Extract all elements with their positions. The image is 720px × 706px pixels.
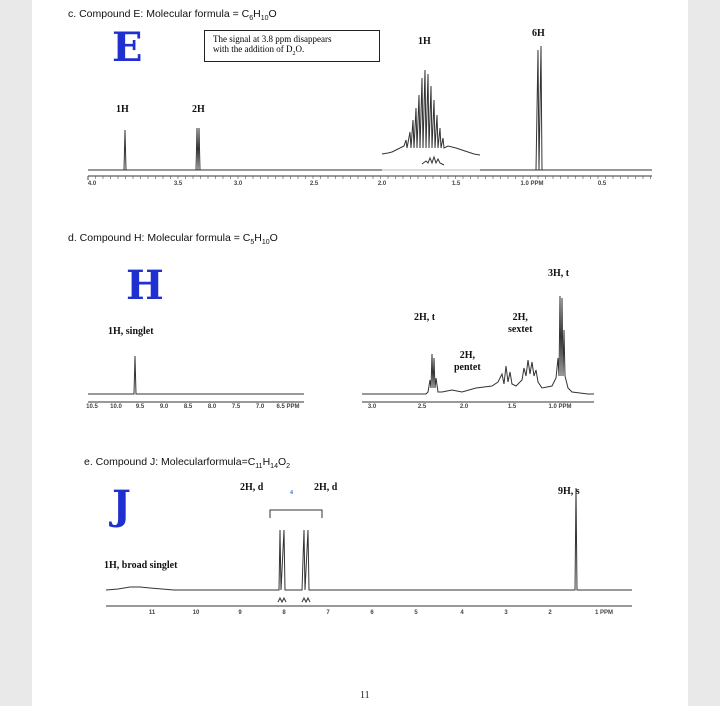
heading-compound-e: c. Compound E: Molecular formula = $C_6H_{10}O$ [68,8,277,23]
tick-e: 2.5 [309,181,319,187]
tick-h: 9.5 [135,404,145,410]
tick-h: 3.0 [367,404,377,410]
tick-h: 8.5 [183,404,193,410]
tick-j: 10 [192,610,200,616]
marker-4: 4 [290,490,293,496]
tick-h: 7.0 [255,404,265,410]
tick-j: 5 [414,610,418,616]
tick-e: 1.5 [451,181,461,187]
peak-label-e-1h-a: 1H [116,104,129,115]
heading-compound-h: d. Compound H: Molecular formula = $C_5H_{10}O$ [68,232,278,247]
tick-e: 1.0 PPM [520,181,544,187]
tick-h: 1.0 PPM [548,404,572,410]
tick-j: 4 [460,610,464,616]
peak-label-j-1h-broad-singlet: 1H, broad singlet [104,560,178,571]
d2o-note-box: The signal at 3.8 ppm disappears with the addition of $D_2O$. [204,30,380,62]
tick-h: 6.5 PPM [276,404,300,410]
tick-e: 0.5 [597,181,607,187]
peak-label-h-2h-pentet: 2H, pentet [454,350,481,373]
compound-letter-j: J [112,482,131,529]
tick-j: 1 PPM [594,610,614,616]
tick-j: 8 [282,610,286,616]
tick-j: 3 [504,610,508,616]
tick-h: 10.5 [86,404,98,410]
compound-letter-h: H [126,262,164,309]
peak-label-j-2h-d-a: 2H, d [240,482,264,493]
tick-h: 2.5 [417,404,427,410]
tick-h: 10.0 [110,404,122,410]
tick-h: 2.0 [459,404,469,410]
tick-j: 9 [238,610,242,616]
tick-e: 2.0 [377,181,387,187]
tick-e: 4.0 [87,181,97,187]
peak-label-h-2h-t: 2H, t [414,312,436,323]
peak-label-h-2h-sextet: 2H, sextet [508,312,533,335]
peak-label-j-2h-d-b: 2H, d [314,482,338,493]
tick-j: 6 [370,610,374,616]
peak-label-e-2h: 2H [192,104,205,115]
tick-h: 7.5 [231,404,241,410]
tick-h: 1.5 [507,404,517,410]
heading-compound-j: e. Compound J: $Molecularformula=C_{11}H_{14}O_2$ [84,456,291,471]
peak-label-h-3h-t: 3H, t [548,268,570,279]
peak-label-e-1h-b: 1H [418,36,431,47]
peak-label-j-9h-s: 9H, s [558,486,580,497]
tick-e: 3.5 [173,181,183,187]
tick-h: 8.0 [207,404,217,410]
peak-label-e-6h: 6H [532,28,545,39]
tick-j: 2 [548,610,552,616]
compound-letter-e: E [112,24,143,71]
peak-label-h-1h-singlet: 1H, singlet [108,326,154,337]
tick-j: 7 [326,610,330,616]
nmr-spectrum-j [32,0,688,706]
document-page [32,0,688,706]
tick-h: 9.0 [159,404,169,410]
tick-j: 11 [148,610,156,616]
tick-e: 3.0 [233,181,243,187]
page-number: 11 [360,690,370,701]
